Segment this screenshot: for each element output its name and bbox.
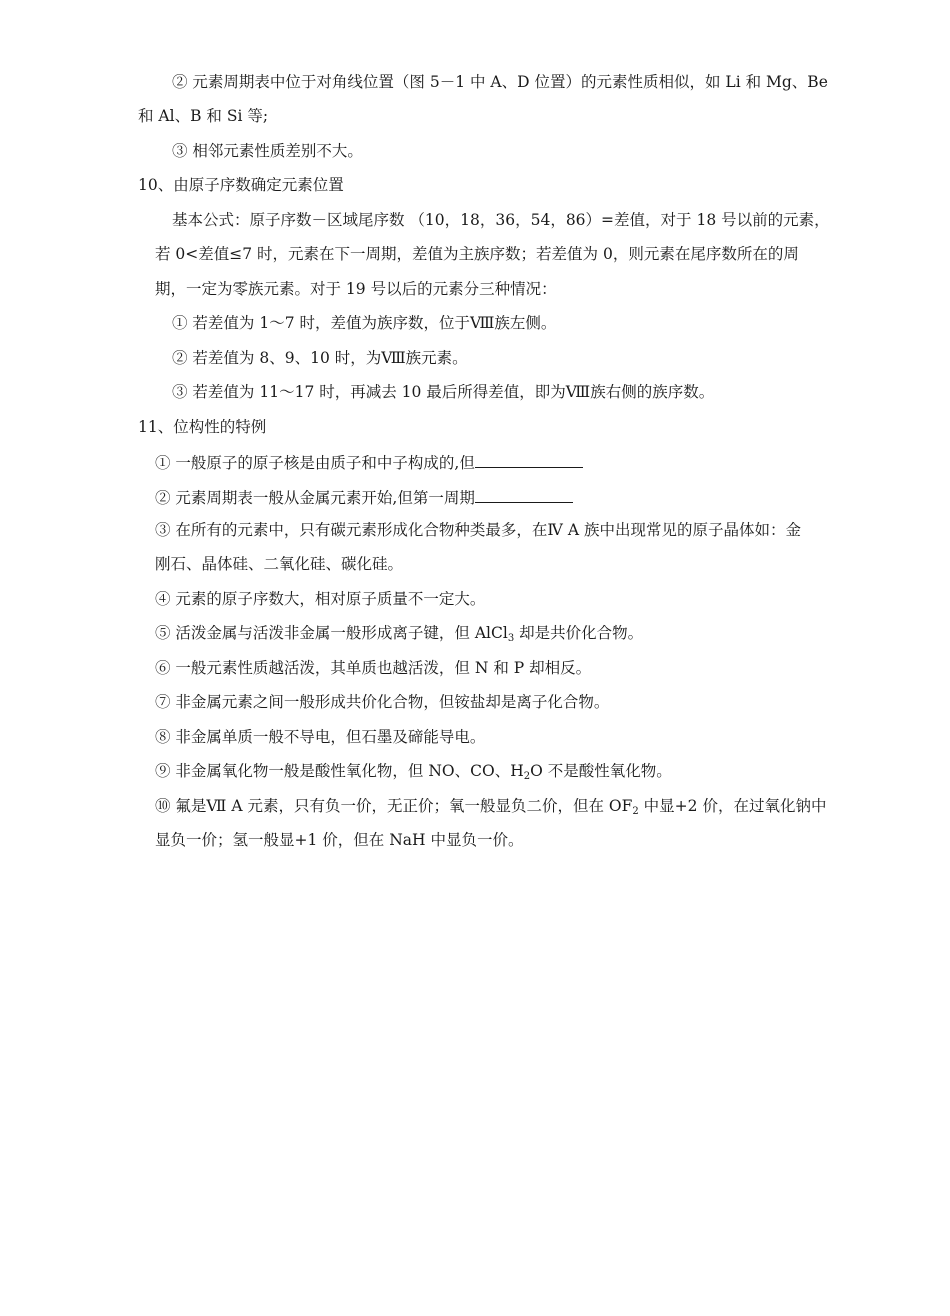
text-line: 基本公式：原子序数－区域尾序数 （10，18，36，54，86）=差值，对于 18 号以前的元素， xyxy=(172,211,830,229)
list-item-text: 却是共价化合物。 xyxy=(514,624,644,642)
list-item: ⑥ 一般元素性质越活泼，其单质也越活泼，但 N 和 P 却相反。 xyxy=(155,659,592,677)
list-item-text: ① 一般原子的原子核是由质子和中子构成的,但 xyxy=(155,454,475,472)
subscript: 3 xyxy=(507,633,515,644)
subscript: 2 xyxy=(632,806,639,817)
list-item: ③ 若差值为 11～17 时，再减去 10 最后所得差值，即为Ⅷ族右侧的族序数。 xyxy=(172,383,715,401)
list-item-text: O 不是酸性氧化物。 xyxy=(530,762,672,780)
list-item xyxy=(155,623,643,643)
list-item xyxy=(155,761,672,781)
text-line: 期，一定为零族元素。对于 19 号以后的元素分三种情况： xyxy=(155,280,557,298)
text-line: 刚石、晶体硅、二氧化硅、碳化硅。 xyxy=(155,555,404,573)
list-item-text: 中显+2 价，在过氧化钠中 xyxy=(638,797,827,815)
list-item: ③ 在所有的元素中，只有碳元素形成化合物种类最多，在Ⅳ A 族中出现常见的原子晶体如：金 xyxy=(155,521,801,539)
list-item xyxy=(155,796,826,816)
list-item-with-blank xyxy=(155,451,583,473)
text-line: ② 元素周期表中位于对角线位置（图 5－1 中 A、D 位置）的元素性质相似，如 Li 和 Mg、Be xyxy=(172,73,828,91)
list-item: ② 若差值为 8、9、10 时，为Ⅷ族元素。 xyxy=(172,349,468,367)
text-line: ③ 相邻元素性质差别不大。 xyxy=(172,142,363,160)
list-item: ④ 元素的原子序数大，相对原子质量不一定大。 xyxy=(155,590,486,608)
text-line: 若 0<差值≤7 时，元素在下一周期，差值为主族序数；若差值为 0，则元素在尾序数所在的周 xyxy=(155,245,799,263)
list-item-text: ⑨ 非金属氧化物一般是酸性氧化物，但 NO、CO、H xyxy=(155,762,524,780)
list-item: ⑦ 非金属元素之间一般形成共价化合物，但铵盐却是离子化合物。 xyxy=(155,693,610,711)
list-item-text: ⑩ 氟是Ⅶ A 元素，只有负一价，无正价；氧一般显负二价，但在 OF xyxy=(155,797,633,815)
list-item-text: ⑤ 活泼金属与活泼非金属一般形成离子键，但 AlCl xyxy=(155,624,508,642)
section-heading: 11、位构性的特例 xyxy=(138,418,267,436)
list-item: ⑧ 非金属单质一般不导电，但石墨及碲能导电。 xyxy=(155,728,486,746)
list-item: ① 若差值为 1～7 时，差值为族序数，位于Ⅷ族左侧。 xyxy=(172,314,557,332)
list-item-text: ② 元素周期表一般从金属元素开始,但第一周期 xyxy=(155,489,475,507)
text-line: 显负一价；氢一般显+1 价，但在 NaH 中显负一价。 xyxy=(155,831,524,849)
subscript: 2 xyxy=(523,771,531,782)
answer-blank[interactable] xyxy=(475,486,573,503)
list-item-with-blank xyxy=(155,486,573,508)
answer-blank[interactable] xyxy=(475,451,583,468)
section-heading: 10、由原子序数确定元素位置 xyxy=(138,176,344,194)
text-line: 和 Al、B 和 Si 等; xyxy=(138,107,269,125)
